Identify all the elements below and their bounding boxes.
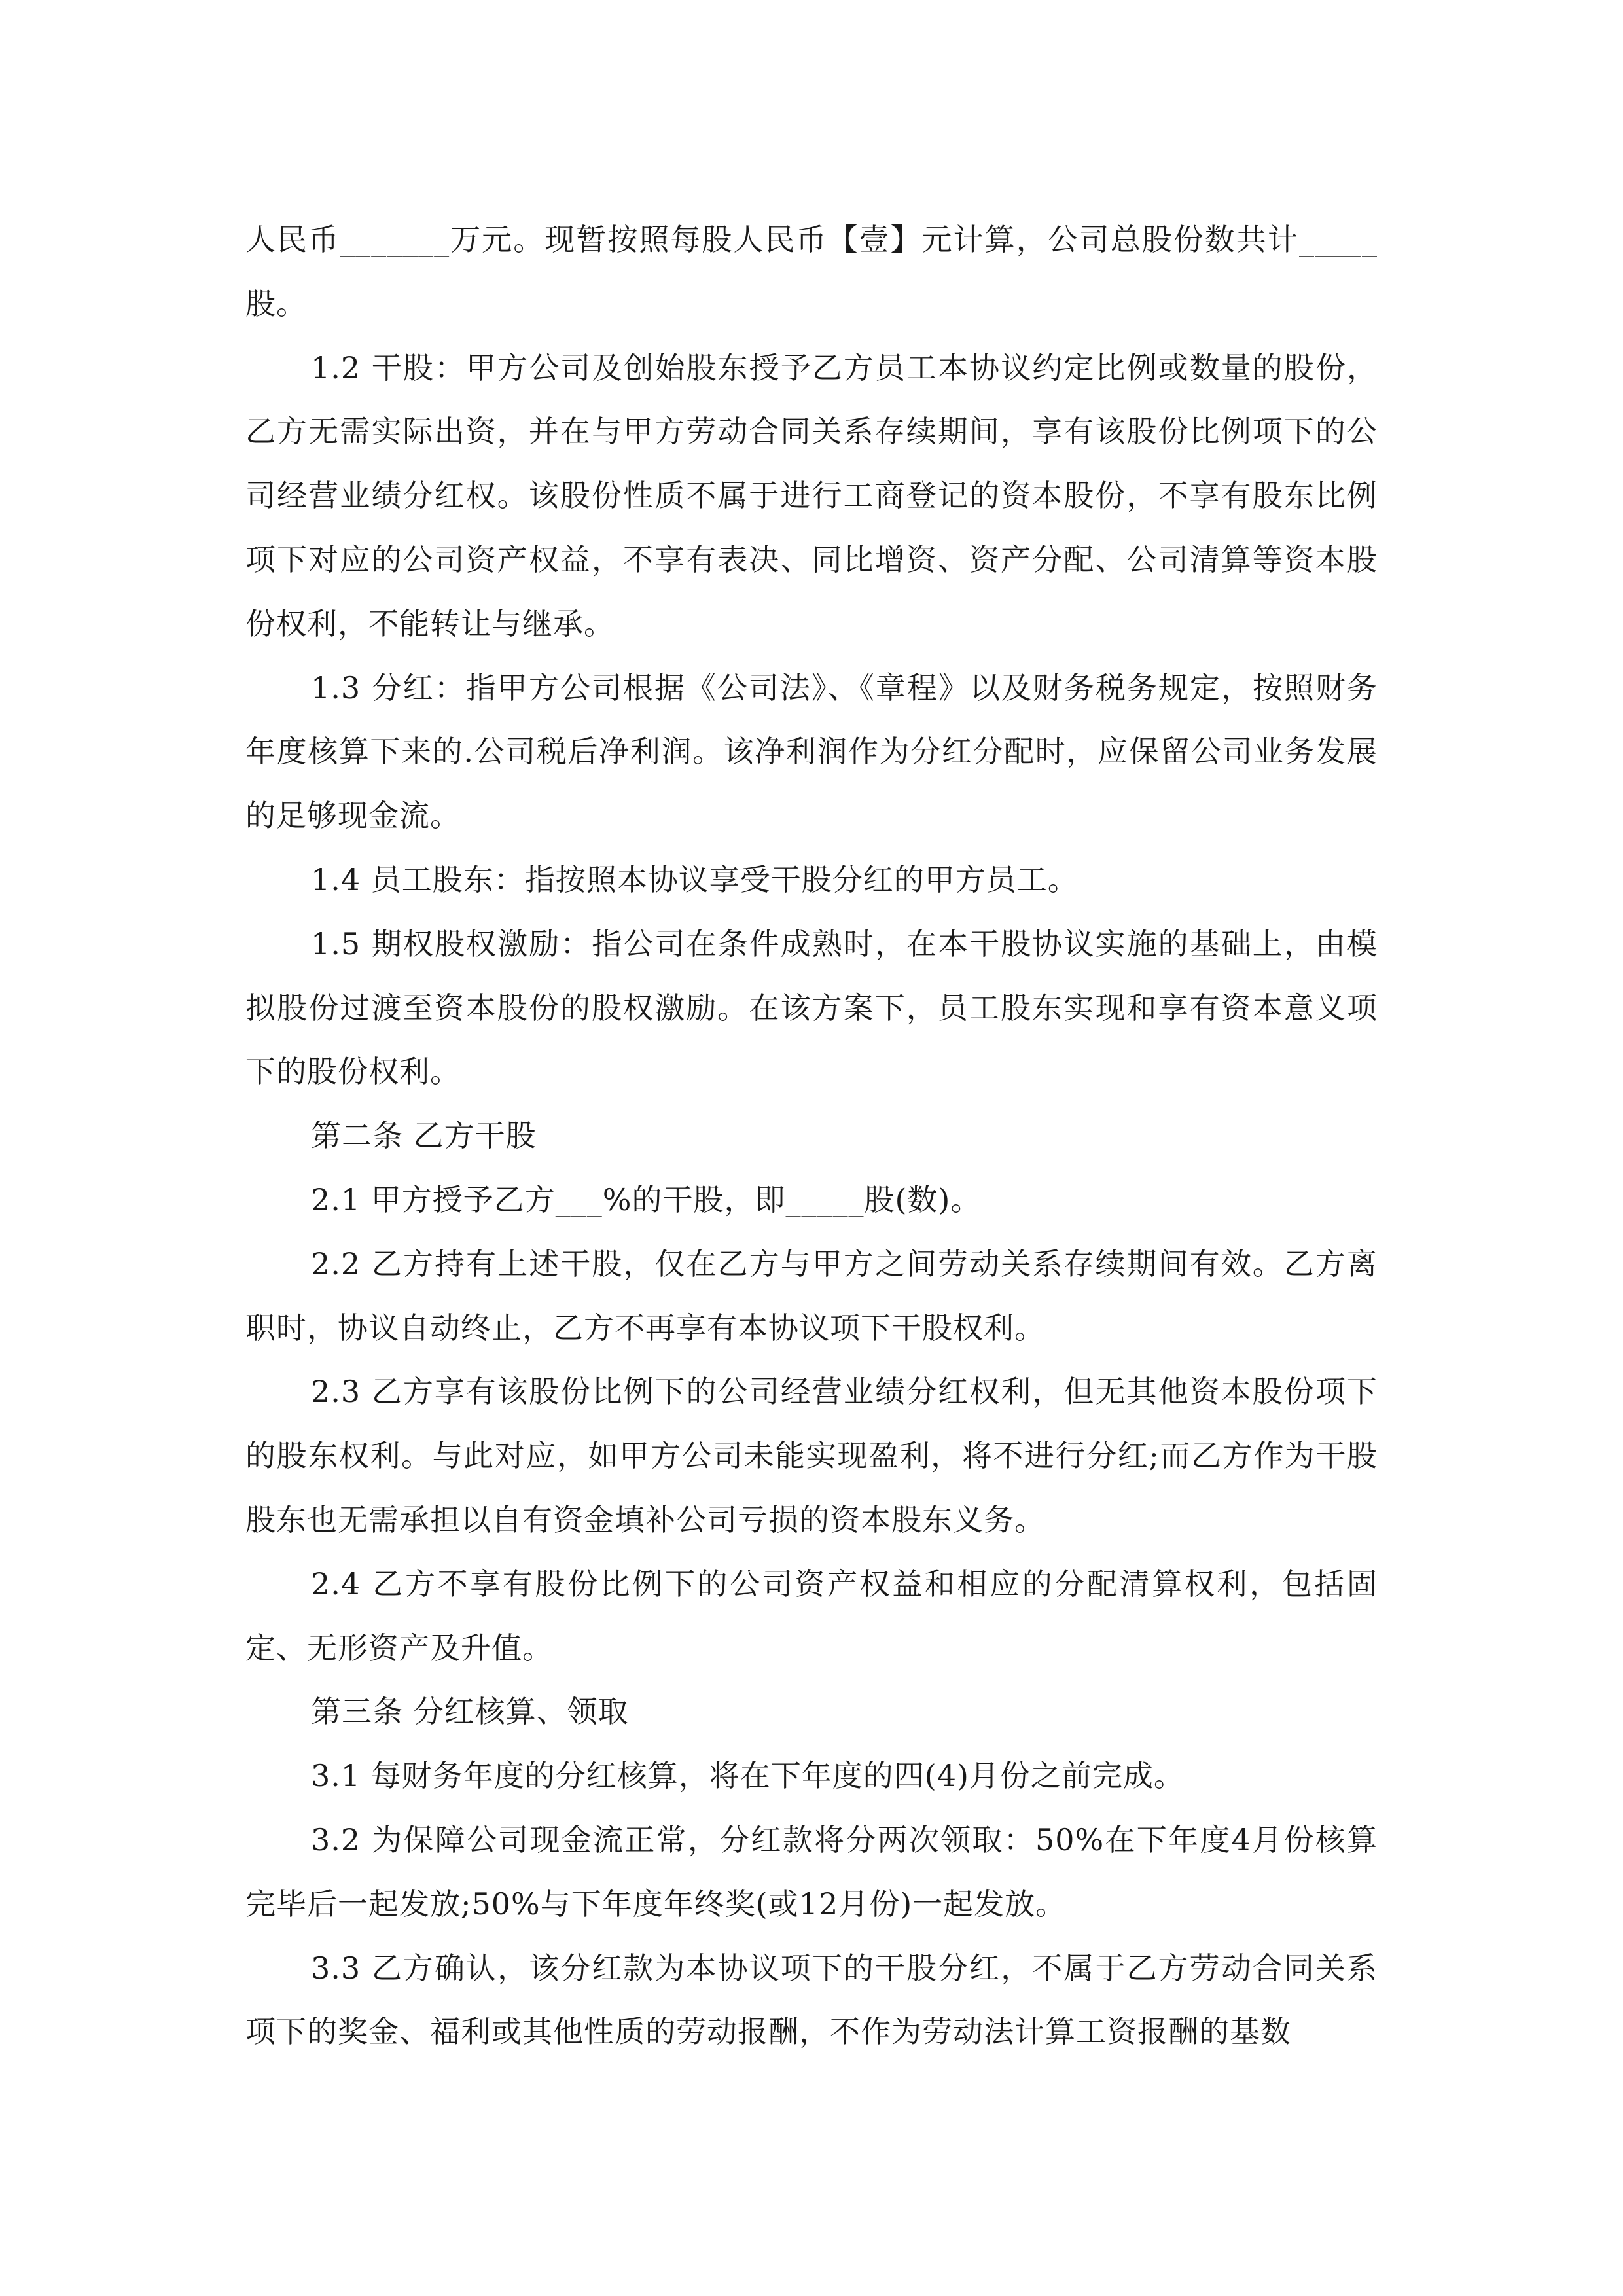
- heading-article-2: 第二条 乙方干股: [311, 1118, 537, 1154]
- paragraph-1-4-employee-shareholder: 1.4 员工股东：指按照本协议享受干股分红的甲方员工。: [311, 861, 1079, 897]
- paragraph-3-3: 3.3 乙方确认，该分红款为本协议项下的干股分红，不属于乙方劳动合同关系项下的奖金、福利或其他性质的劳动报酬，不作为劳动法计算工资报酬的基数: [245, 1950, 1378, 2050]
- paragraph-capital-intro: 人民币_______万元。现暂按照每股人民币【壹】元计算，公司总股份数共计_____股。: [245, 222, 1378, 321]
- document-body: [245, 208, 1378, 2064]
- heading-article-3: 第三条 分红核算、领取: [311, 1694, 629, 1730]
- paragraph-2-4: 2.4 乙方不享有股份比例下的公司资产权益和相应的分配清算权利，包括固定、无形资产及升值。: [245, 1566, 1378, 1666]
- paragraph-2-3: 2.3 乙方享有该股份比例下的公司经营业绩分红权利，但无其他资本股份项下的股东权利。与此对应，如甲方公司未能实现盈利，将不进行分红;而乙方作为干股股东也无需承担以自有资金填补公司亏损的资本股东义务。: [245, 1374, 1378, 1537]
- paragraph-1-3-dividend: 1.3 分红：指甲方公司根据《公司法》、《章程》以及财务税务规定，按照财务年度核算下来的.公司税后净利润。该净利润作为分红分配时，应保留公司业务发展的足够现金流。: [245, 670, 1378, 834]
- paragraph-1-2-dry-shares: 1.2 干股：甲方公司及创始股东授予乙方员工本协议约定比例或数量的股份，乙方无需实际出资，并在与甲方劳动合同关系存续期间，享有该股份比例项下的公司经营业绩分红权。该股份性质不属于进行工商登记的资本股份，不享有股东比例项下对应的公司资产权益，不享有表决、同比增资、资产分配、公司清算等资本股份权利，不能转让与继承。: [245, 350, 1378, 641]
- paragraph-1-5-option-incentive: 1.5 期权股权激励：指公司在条件成熟时，在本干股协议实施的基础上，由模拟股份过渡至资本股份的股权激励。在该方案下，员工股东实现和享有资本意义项下的股份权利。: [245, 925, 1378, 1090]
- paragraph-2-1: 2.1 甲方授予乙方___%的干股，即_____股(数)。: [311, 1181, 982, 1217]
- paragraph-3-2: 3.2 为保障公司现金流正常，分红款将分两次领取：50%在下年度4月份核算完毕后一起发放;50%与下年度年终奖(或12月份)一起发放。: [245, 1821, 1378, 1922]
- paragraph-2-2: 2.2 乙方持有上述干股，仅在乙方与甲方之间劳动关系存续期间有效。乙方离职时，协议自动终止，乙方不再享有本协议项下干股权利。: [245, 1246, 1378, 1346]
- paragraph-3-1: 3.1 每财务年度的分红核算，将在下年度的四(4)月份之前完成。: [311, 1758, 1185, 1794]
